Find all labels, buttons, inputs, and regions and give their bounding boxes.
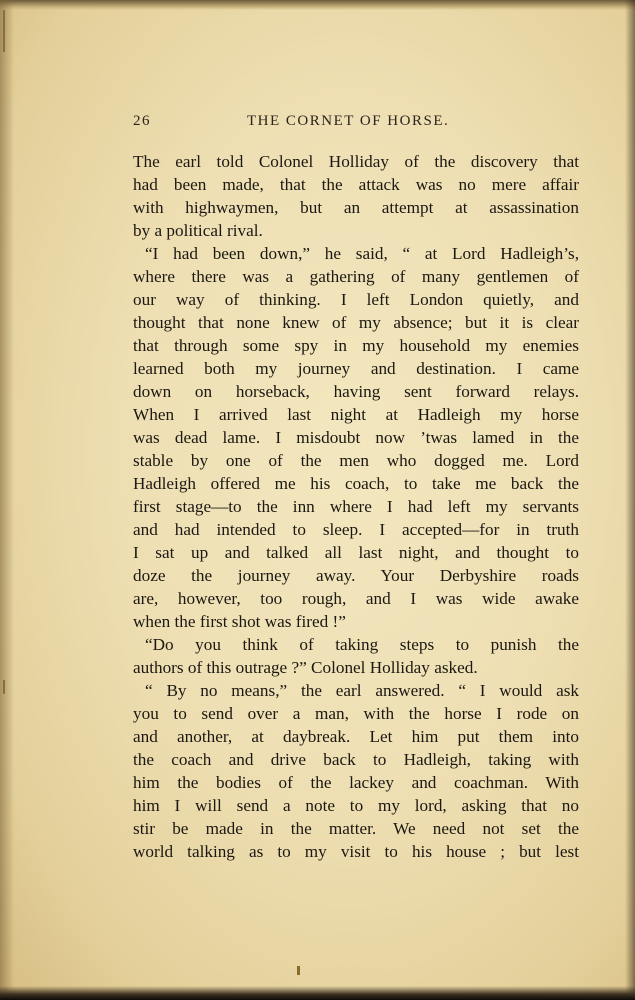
body-text xyxy=(133,150,579,863)
text-line: I sat up and talked all last night, and thought to xyxy=(133,543,579,562)
bottom-ornament-mark xyxy=(297,966,300,975)
text-line: when the first shot was fired !” xyxy=(133,612,346,631)
text-line: stable by one of the men who dogged me. Lord xyxy=(133,451,579,470)
text-line: “Do you think of taking steps to punish the xyxy=(145,635,579,654)
text-line: him I will send a note to my lord, asking that no xyxy=(133,796,579,815)
text-line: world talking as to my visit to his house ; but lest xyxy=(133,842,579,861)
text-line: had been made, that the attack was no mere affair xyxy=(133,175,579,194)
margin-mark-middle xyxy=(3,680,5,694)
text-line: “I had been down,” he said, “ at Lord Hadleigh’s, xyxy=(145,244,579,263)
text-line: the coach and drive back to Hadleigh, taking with xyxy=(133,750,579,769)
text-line: The earl told Colonel Holliday of the discovery that xyxy=(133,152,579,171)
text-line: doze the journey away. Your Derbyshire roads xyxy=(133,566,579,585)
text-line: you to send over a man, with the horse I rode on xyxy=(133,704,579,723)
text-line: are, however, too rough, and I was wide awake xyxy=(133,589,579,608)
text-line: him the bodies of the lackey and coachman. With xyxy=(133,773,579,792)
text-line: that through some spy in my household my enemies xyxy=(133,336,579,355)
page-number: 26 xyxy=(133,113,151,129)
text-line: and another, at daybreak. Let him put them into xyxy=(133,727,579,746)
page-bottom-edge xyxy=(0,986,635,1000)
text-line: stir be made in the matter. We need not set the xyxy=(133,819,579,838)
text-line: down on horseback, having sent forward relays. xyxy=(133,382,579,401)
text-line: Hadleigh offered me his coach, to take me back the xyxy=(133,474,579,493)
text-line: authors of this outrage ?” Colonel Holliday asked. xyxy=(133,658,478,677)
text-line: and had intended to sleep. I accepted—for in truth xyxy=(133,520,579,539)
text-line: by a political rival. xyxy=(133,221,263,240)
page-left-edge xyxy=(0,0,14,1000)
book-title: THE CORNET OF HORSE. xyxy=(247,113,450,129)
text-line: our way of thinking. I left London quietly, and xyxy=(133,290,579,309)
text-line: When I arrived last night at Hadleigh my horse xyxy=(133,405,579,424)
page-right-edge xyxy=(625,0,635,1000)
text-line: where there was a gathering of many gentlemen of xyxy=(133,267,579,286)
text-line: with highwaymen, but an attempt at assassination xyxy=(133,198,579,217)
text-line: first stage—to the inn where I had left my servants xyxy=(133,497,579,516)
text-line: was dead lame. I misdoubt now ’twas lamed in the xyxy=(133,428,579,447)
margin-mark-top xyxy=(3,10,5,52)
text-line: learned both my journey and destination. I came xyxy=(133,359,579,378)
page-top-edge xyxy=(0,0,635,10)
text-line: “ By no means,” the earl answered. “ I would ask xyxy=(145,681,579,700)
running-head xyxy=(133,113,578,137)
text-line: thought that none knew of my absence; but it is clear xyxy=(133,313,579,332)
